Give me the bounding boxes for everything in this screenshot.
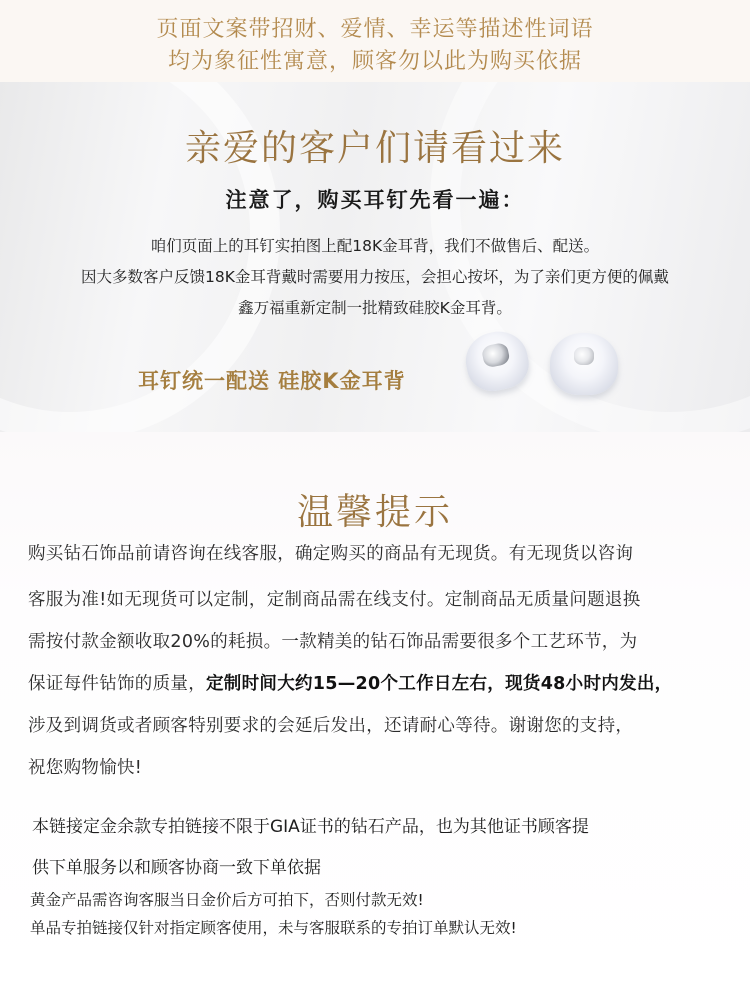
- tips-line: [28, 670, 672, 695]
- tips-line: 需按付款金额收取20%的耗损。一款精美的钻石饰品需要很多个工艺环节，为: [28, 632, 638, 652]
- earback-metal-core: [574, 347, 594, 365]
- notice-paragraph: 鑫万福重新定制一批精致硅胶K金耳背。: [238, 299, 512, 317]
- deposit-link-note: 本链接定金余款专拍链接不限于GIA证书的钻石产品，也为其他证书顾客提: [32, 817, 589, 837]
- gold-price-note: 黄金产品需咨询客服当日金价后方可拍下，否则付款无效!: [30, 891, 424, 909]
- deposit-link-note: 供下单服务以和顾客协商一致下单依据: [32, 858, 321, 878]
- tips-line: 祝您购物愉快!: [28, 758, 143, 778]
- notice-paragraph: 咱们页面上的耳钉实拍图上配18K金耳背，我们不做售后、配送。: [150, 237, 600, 255]
- warm-tips-section: [0, 432, 750, 1000]
- notice-paragraph: 因大多数客户反馈18K金耳背戴时需要用力按压，会担心按坏，为了亲们更方便的佩戴: [81, 268, 669, 286]
- notice-heading: 亲爱的客户们请看过来: [184, 128, 565, 169]
- earback-metal-core: [481, 342, 511, 369]
- tips-line-text: 保证每件钻饰的质量，: [28, 674, 206, 694]
- silicone-earback-image: [550, 333, 618, 395]
- notice-subheading: 注意了，购买耳钉先看一遍：: [225, 188, 525, 212]
- earring-notice-section: [0, 82, 750, 432]
- disclaimer-banner: [0, 0, 750, 82]
- special-order-note: 单品专拍链接仅针对指定顾客使用，未与客服联系的专拍订单默认无效!: [30, 919, 517, 937]
- tips-heading: 温馨提示: [296, 492, 453, 533]
- delivery-time-highlight: 定制时间大约15—20个工作日左右，现货48小时内发出，: [206, 674, 673, 694]
- tips-line: 客服为准!如无现货可以定制，定制商品需在线支付。定制商品无质量问题退换: [28, 590, 641, 610]
- earback-tagline: 耳钉统一配送 硅胶K金耳背: [138, 369, 406, 393]
- tips-line: 涉及到调货或者顾客特别要求的会延后发出，还请耐心等待。谢谢您的支持，: [28, 716, 634, 736]
- disclaimer-line-1: 页面文案带招财、爱情、幸运等描述性词语: [156, 17, 594, 42]
- disclaimer-line-2: 均为象征性寓意，顾客勿以此为购买依据: [167, 49, 582, 74]
- tips-line: 购买钻石饰品前请咨询在线客服，确定购买的商品有无现货。有无现货以咨询: [28, 544, 634, 564]
